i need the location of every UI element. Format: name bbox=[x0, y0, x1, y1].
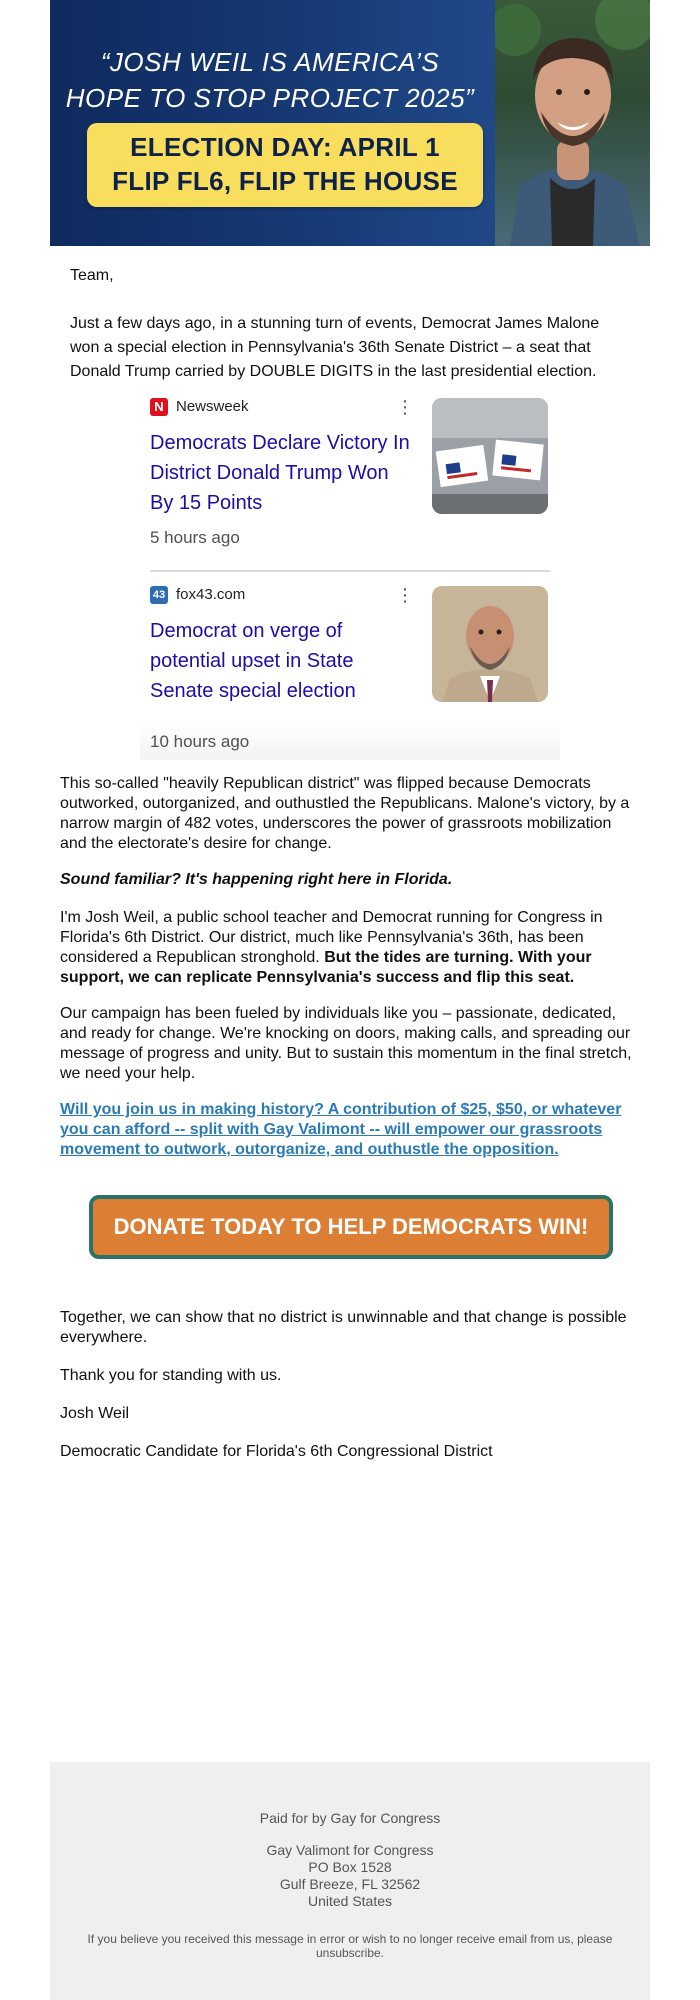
news-source-1: Newsweek bbox=[176, 398, 249, 415]
signature-title: Democratic Candidate for Florida's 6th Congressional District bbox=[60, 1443, 493, 1460]
news-headline-2-line-1: Democrat on verge of bbox=[150, 620, 343, 642]
banner-quote-line-1: “JOSH WEIL IS AMERICA’S bbox=[100, 47, 440, 77]
header-banner[interactable] bbox=[50, 0, 650, 246]
candidate-portrait bbox=[495, 0, 650, 246]
news-headline-1-line-2: District Donald Trump Won bbox=[150, 462, 389, 484]
news-card[interactable] bbox=[140, 388, 560, 760]
closing-paragraph: Together, we can show that no district is unwinnable and that change is possible everywhere. bbox=[60, 1309, 627, 1346]
contribution-ask-link[interactable]: Will you join us in making history? A contribution of $25, $50, or whatever you can afford -- split with Gay Valimont -- will empower our grassroots movement to outwork, outorganize, and outhustle the opposition. bbox=[60, 1101, 622, 1158]
email-footer bbox=[50, 1762, 650, 2000]
contribution-ask bbox=[60, 1100, 640, 1160]
josh-intro-paragraph bbox=[60, 908, 640, 988]
news-headline-2-line-3: Senate special election bbox=[150, 680, 356, 702]
news-divider bbox=[150, 570, 550, 572]
email-body bbox=[50, 0, 650, 2000]
banner-quote bbox=[60, 44, 480, 116]
candidate-portrait-icon bbox=[495, 0, 650, 246]
news-time-1: 5 hours ago bbox=[150, 528, 240, 547]
flipped-paragraph: This so-called "heavily Republican district" was flipped because Democrats outworked, outorganized, and outhustled the Republicans. Malone's victory, by a narrow margin of 482 votes, underscores the power of grassroots mobilization and the electorate's desire for change. bbox=[60, 775, 630, 852]
josh-intro-bold-text: But the tides are turning. With your support, we can replicate Pennsylvania's success and flip this seat. bbox=[60, 949, 592, 986]
thanks-text: Thank you for standing with us. bbox=[60, 1367, 282, 1384]
news-time-2: 10 hours ago bbox=[150, 732, 250, 751]
newsweek-logo-icon: N bbox=[150, 398, 168, 416]
address-line-4: United States bbox=[307, 1893, 393, 1909]
greeting: Team, bbox=[70, 267, 114, 284]
news-headline-1-line-3: By 15 Points bbox=[150, 492, 263, 514]
signature-name: Josh Weil bbox=[60, 1405, 130, 1422]
candidate-photo-thumbnail-icon[interactable] bbox=[432, 586, 548, 702]
more-options-icon[interactable]: ⋮ bbox=[396, 397, 414, 417]
sound-familiar-text: Sound familiar? It's happening right here in Florida. bbox=[60, 871, 453, 888]
news-headline-2-line-2: potential upset in State bbox=[150, 650, 354, 672]
josh-intro-text: I'm Josh Weil, a public school teacher and Democrat running for Congress in Florida's 6th District. Our district, much like Pennsylvania's 36th, has been considered a Republican stronghold. bbox=[60, 909, 603, 966]
fox43-logo-icon: 43 bbox=[150, 586, 168, 604]
election-day-line: ELECTION DAY: APRIL 1 bbox=[130, 132, 440, 162]
banner-quote-line-2: HOPE TO STOP PROJECT 2025” bbox=[65, 83, 475, 113]
flip-house-line: FLIP FL6, FLIP THE HOUSE bbox=[112, 166, 458, 196]
intro-paragraph: Just a few days ago, in a stunning turn of events, Democrat James Malone won a special election in Pennsylvania's 36th Senate District – a seat that Donald Trump carried by DOUBLE DIGITS in the last presidential election. bbox=[70, 315, 600, 380]
news-headline-1[interactable] bbox=[150, 428, 420, 518]
address-line-2: PO Box 1528 bbox=[308, 1859, 392, 1875]
more-options-icon[interactable]: ⋮ bbox=[396, 585, 414, 605]
address-line-1: Gay Valimont for Congress bbox=[266, 1842, 434, 1858]
address-line-3: Gulf Breeze, FL 32562 bbox=[279, 1876, 421, 1892]
donate-button[interactable]: DONATE TODAY TO HELP DEMOCRATS WIN! bbox=[89, 1195, 613, 1259]
news-source-2: fox43.com bbox=[176, 586, 246, 603]
unsubscribe-text[interactable]: If you believe you received this message in error or wish to no longer receive email from us, please unsubscribe. bbox=[87, 1932, 613, 1960]
news-headline-2[interactable] bbox=[150, 616, 420, 706]
news-headline-1-line-1: Democrats Declare Victory In bbox=[150, 432, 410, 454]
paid-for-text: Paid for by Gay for Congress bbox=[259, 1810, 441, 1826]
election-day-box bbox=[87, 123, 483, 207]
campaign-paragraph: Our campaign has been fueled by individuals like you – passionate, dedicated, and ready for change. We're knocking on doors, making calls, and spreading our message of progress and unity. But to sustain this momentum in the final stretch, we need your help. bbox=[60, 1005, 632, 1082]
vote-signs-thumbnail-icon[interactable] bbox=[432, 398, 548, 514]
